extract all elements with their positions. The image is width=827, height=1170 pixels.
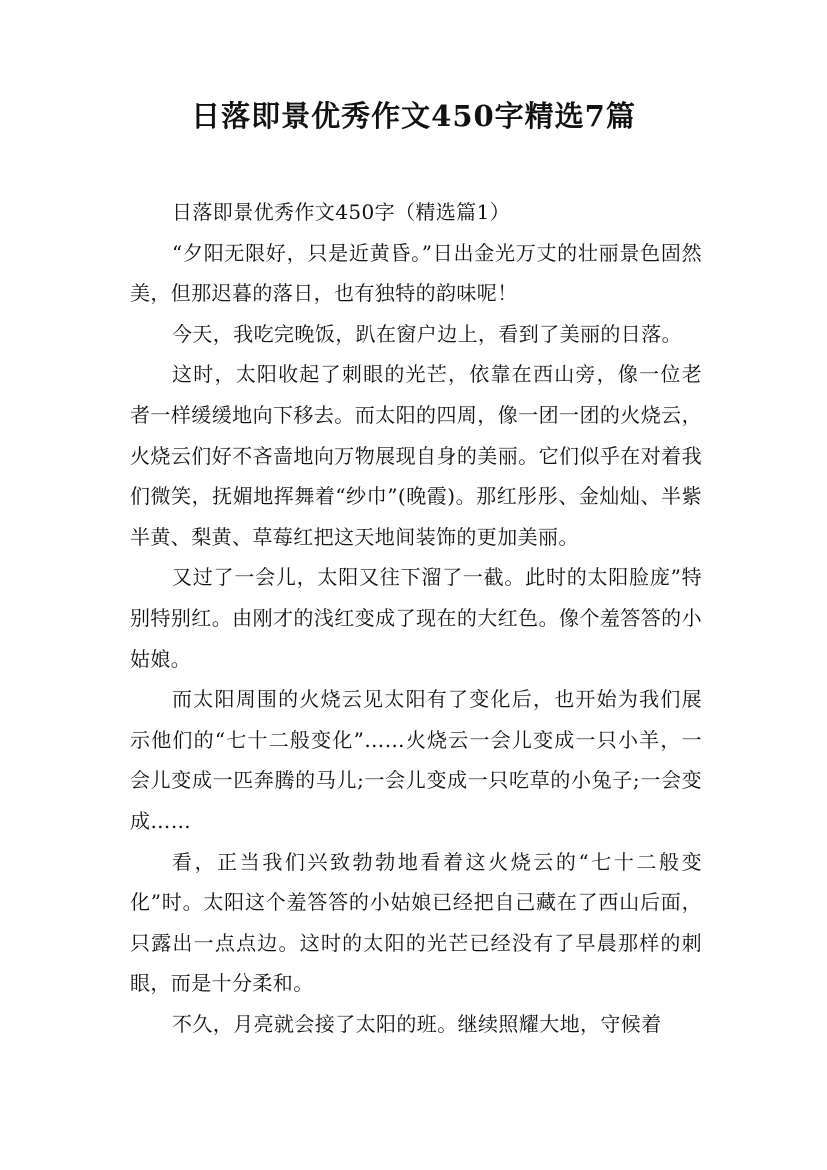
body-paragraph: 而太阳周围的火烧云见太阳有了变化后，也开始为我们展示他们的“七十二般变化”……火烧云一会儿变成一只小羊，一会儿变成一匹奔腾的马儿;一会儿变成一只吃草的小兔子;一会变成…… [130, 687, 702, 833]
document-body [130, 192, 702, 1044]
body-paragraph: 看，正当我们兴致勃勃地看着这火烧云的“七十二般变化”时。太阳这个羞答答的小姑娘已经把自己藏在了西山后面，只露出一点点边。这时的太阳的光芒已经没有了早晨那样的刺眼，而是十分柔和。 [130, 849, 702, 996]
body-paragraph: 不久，月亮就会接了太阳的班。继续照耀大地，守候着 [172, 1011, 662, 1036]
body-paragraph: “夕阳无限好，只是近黄昏。”日出金光万丈的壮丽景色固然美，但那迟暮的落日，也有独特的韵味呢！ [130, 240, 702, 306]
document-title: 日落即景优秀作文450字精选7篇 [191, 99, 636, 133]
body-paragraph: 又过了一会儿，太阳又往下溜了一截。此时的太阳脸庞”特别特别红。由刚才的浅红变成了现在的大红色。像个羞答答的小姑娘。 [130, 565, 702, 671]
body-paragraph: 这时，太阳收起了刺眼的光芒，依靠在西山旁，像一位老者一样缓缓地向下移去。而太阳的四周，像一团一团的火烧云，火烧云们好不吝啬地向万物展现自身的美丽。它们似乎在对着我们微笑，抚媚地挥舞着“纱巾”(晚霞)。那红彤彤、金灿灿、半紫半黄、梨黄、草莓红把这天地间装饰的更加美丽。 [130, 362, 702, 549]
body-paragraph: 今天，我吃完晚饭，趴在窗户边上，看到了美丽的日落。 [172, 321, 682, 346]
subheading-paragraph: 日落即景优秀作文450字（精选篇1） [172, 200, 511, 224]
